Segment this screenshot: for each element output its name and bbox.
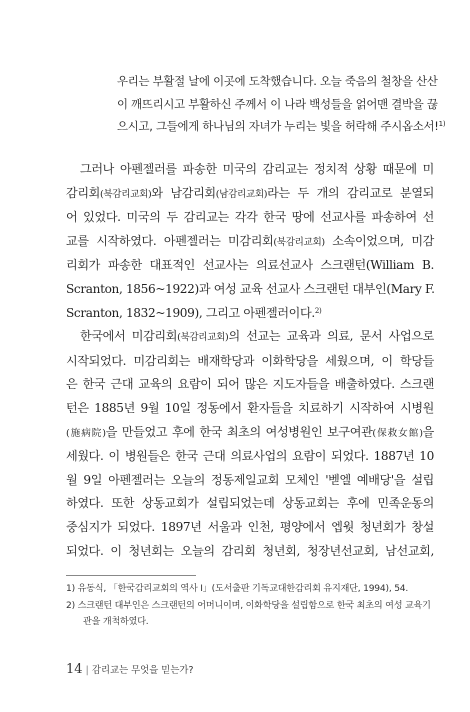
quote-line: 이 깨뜨리시고 부활하신 주께서 이 나라 백성들을 얽어맨 결박을 끊 (117, 96, 438, 111)
text-line: 교를 시작하였다. 아펜젤러는 미감리회(북감리교회) 소속이었으며, 미감 (66, 233, 434, 248)
text-line: 한국에서 미감리회(북감리교회)의 선교는 교육과 의료, 문서 사업으로 (80, 329, 434, 344)
body-text (66, 158, 434, 563)
footnote-2: 2) 스크랜턴 대부인은 스크랜턴의 어머니이며, 이화학당을 설립함으로 한국 최초의 여성 교육기 (66, 600, 431, 611)
footnote-2-continued: 관을 개척하였다. (83, 617, 149, 627)
footnote-1: 1) 유동식, 「한국감리교회의 역사 I」(도서출판 기독교대한감리회 유지재단, 1994), 54. (66, 584, 409, 594)
text-line: 세웠다. 이 병원들은 한국 근대 의료사업의 요람이 되었다. 1887년 10 (66, 449, 434, 464)
text-line: 월 9일 아펜젤러는 오늘의 정동제일교회 모체인 '벧엘 예배당'을 설립 (66, 472, 434, 487)
footnote-ref[interactable]: 2) (314, 306, 322, 315)
quote-line: 으시고, 그들에게 하나님의 자녀가 누리는 빛을 허락해 주시옵소서!$^{1)}$ (117, 119, 446, 133)
page-footer (66, 658, 193, 677)
text-line: (施病院)을 만들었고 후에 한국 최초의 여성병원인 보구여관(保救女館)을 (66, 424, 434, 439)
text-line: 시작되었다. 미감리회는 배재학당과 이화학당을 세웠으며, 이 학당들 (66, 353, 434, 368)
footer-separator: | (85, 665, 89, 676)
text-line: Scranton, 1832~1909), 그리고 아펜젤러이다.$^{2)}$ (66, 305, 322, 320)
text-line: 감리회(북감리교회)와 남감리회(남감리교회)라는 두 개의 감리교로 분열되 (66, 185, 434, 200)
text-line: 은 한국 근대 교육의 요람이 되어 많은 지도자들을 배출하였다. 스크랜 (66, 377, 434, 392)
text-line: 하였다. 또한 상동교회가 설립되었는데 상동교회는 후에 민족운동의 (66, 496, 434, 511)
quote-line: 우리는 부활절 날에 이곳에 도착했습니다. 오늘 죽음의 철창을 산산 (117, 74, 438, 88)
quotation-block (117, 70, 446, 138)
text-line: 어 있었다. 미국의 두 감리교는 각각 한국 땅에 선교사를 파송하여 선 (66, 210, 434, 225)
page-number: 14 (66, 662, 83, 677)
text-line: Scranton, 1856~1922)과 여성 교육 선교사 스크랜턴 대부인(Mary F. (66, 281, 435, 296)
text-line: 중심지가 되었다. 1897년 서울과 인천, 평양에서 엡웟 청년회가 창설 (66, 519, 434, 534)
footnote-divider (66, 575, 196, 576)
text-line: 턴은 1885년 9월 10일 정동에서 환자들을 치료하기 시작하여 시병원 (66, 400, 434, 415)
footnotes (66, 581, 438, 631)
text-line: 그러나 아펜젤러를 파송한 미국의 감리교는 정치적 상황 때문에 미 (80, 162, 434, 176)
footnote-ref[interactable]: 1) (438, 120, 446, 128)
text-line: 되었다. 이 청년회는 오늘의 감리회 청년회, 청장년선교회, 남선교회, (66, 543, 434, 558)
book-title: 감리교는 무엇을 믿는가? (91, 665, 194, 676)
text-line: 리회가 파송한 대표적인 선교사는 의료선교사 스크랜턴(William B. (66, 258, 434, 273)
